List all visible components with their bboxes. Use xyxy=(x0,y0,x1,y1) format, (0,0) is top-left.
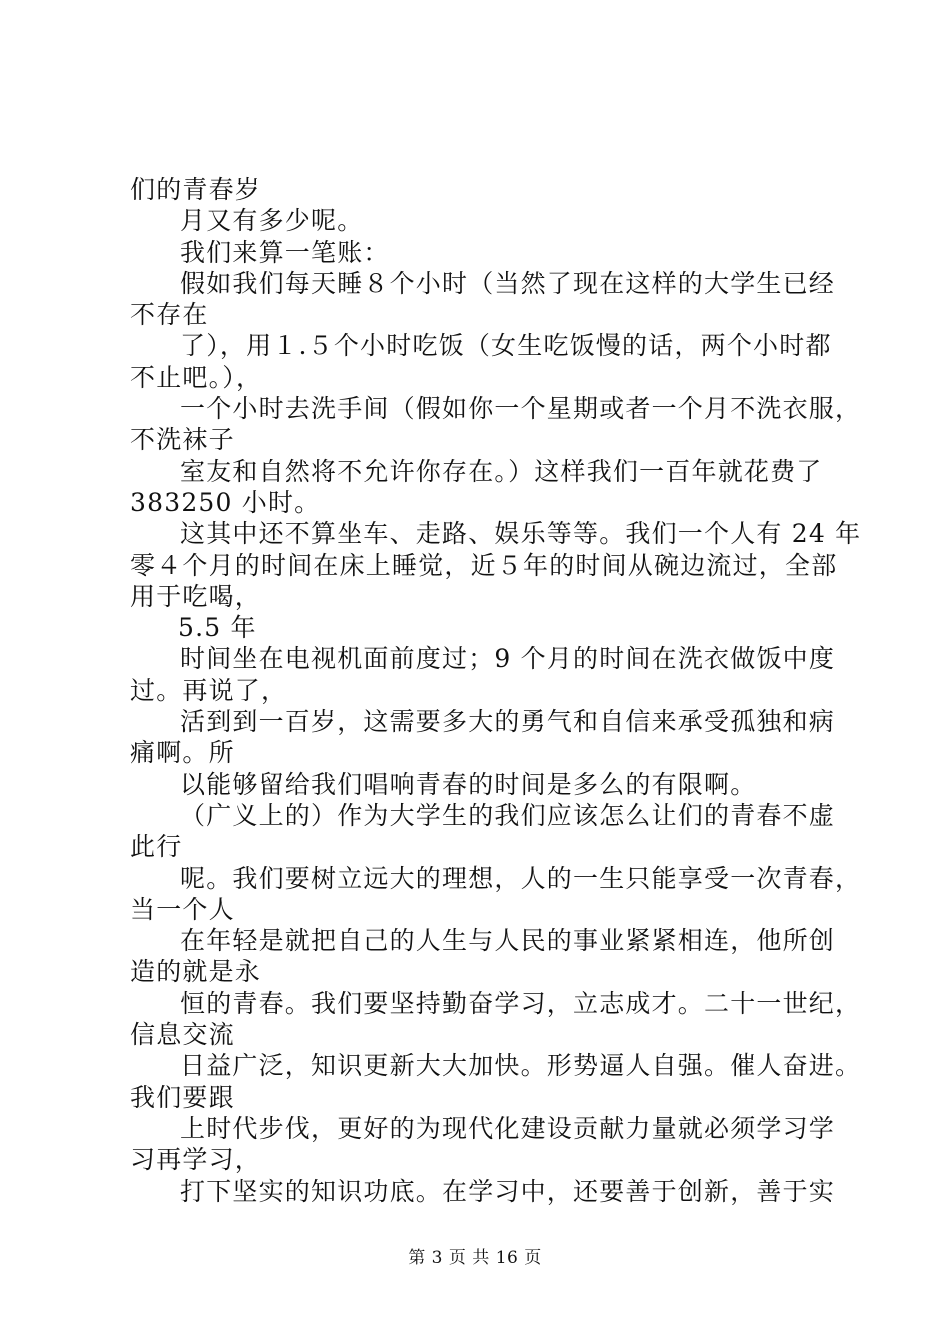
text-line: 恒的青春。我们要坚持勤奋学习，立志成才。二十一世纪， xyxy=(180,988,862,1018)
text-line: 在年轻是就把自己的人生与人民的事业紧紧相连，他所创 xyxy=(180,926,836,956)
text-line: 过。再说了， xyxy=(130,675,288,705)
text-line: 造的就是永 xyxy=(130,957,262,987)
text-line: 习再学习， xyxy=(130,1145,262,1175)
body-text xyxy=(130,174,862,1207)
text-line: 月又有多少呢。 xyxy=(180,206,364,236)
text-line: 一个小时去洗手间（假如你一个星期或者一个月不洗衣服， xyxy=(180,394,862,424)
text-line: 痛啊。所 xyxy=(130,738,235,768)
text-line: 零４个月的时间在床上睡觉，近５年的时间从碗边流过，全部 xyxy=(130,550,838,580)
text-line: 活到到一百岁，这需要多大的勇气和自信来承受孤独和病 xyxy=(180,707,836,737)
text-line: 上时代步伐，更好的为现代化建设贡献力量就必须学习学 xyxy=(180,1113,836,1143)
text-line: 我们要跟 xyxy=(130,1082,235,1112)
text-line: 们的青春岁 xyxy=(130,175,262,204)
text-line: 当一个人 xyxy=(130,894,235,924)
text-line: 不存在 xyxy=(130,300,209,330)
text-line: 呢。我们要树立远大的理想，人的一生只能享受一次青春， xyxy=(180,863,862,893)
text-line: 了），用１.５个小时吃饭（女生吃饭慢的话，两个小时都 xyxy=(180,331,832,361)
text-line: 室友和自然将不允许你存在。）这样我们一百年就花费了 xyxy=(180,456,823,486)
text-line: 假如我们每天睡８个小时（当然了现在这样的大学生已经 xyxy=(180,268,836,298)
text-line: 383250 小时。 xyxy=(130,487,321,517)
text-line: 打下坚实的知识功底。在学习中，还要善于创新，善于实 xyxy=(180,1176,836,1206)
text-line: 时间坐在电视机面前度过；9 个月的时间在洗衣做饭中度 xyxy=(180,644,836,674)
text-line: 5.5 年 xyxy=(178,613,257,643)
text-line: 日益广泛，知识更新大大加快。形势逼人自强。催人奋进。 xyxy=(180,1051,862,1081)
text-line: 我们来算一笔账： xyxy=(180,237,390,267)
text-line: 不止吧。）， xyxy=(130,362,263,392)
page-footer: 第 3 页 共 16 页 xyxy=(408,1248,542,1268)
text-line: 信息交流 xyxy=(130,1020,235,1050)
text-line: 此行 xyxy=(130,832,183,862)
text-line: 这其中还不算坐车、走路、娱乐等等。我们一个人有 24 年 xyxy=(180,519,862,549)
text-line: 用于吃喝， xyxy=(130,581,262,611)
text-line: 以能够留给我们唱响青春的时间是多么的有限啊。 xyxy=(180,769,757,799)
text-line: （广义上的）作为大学生的我们应该怎么让们的青春不虚 xyxy=(180,800,836,830)
text-line: 不洗袜子 xyxy=(130,425,235,455)
